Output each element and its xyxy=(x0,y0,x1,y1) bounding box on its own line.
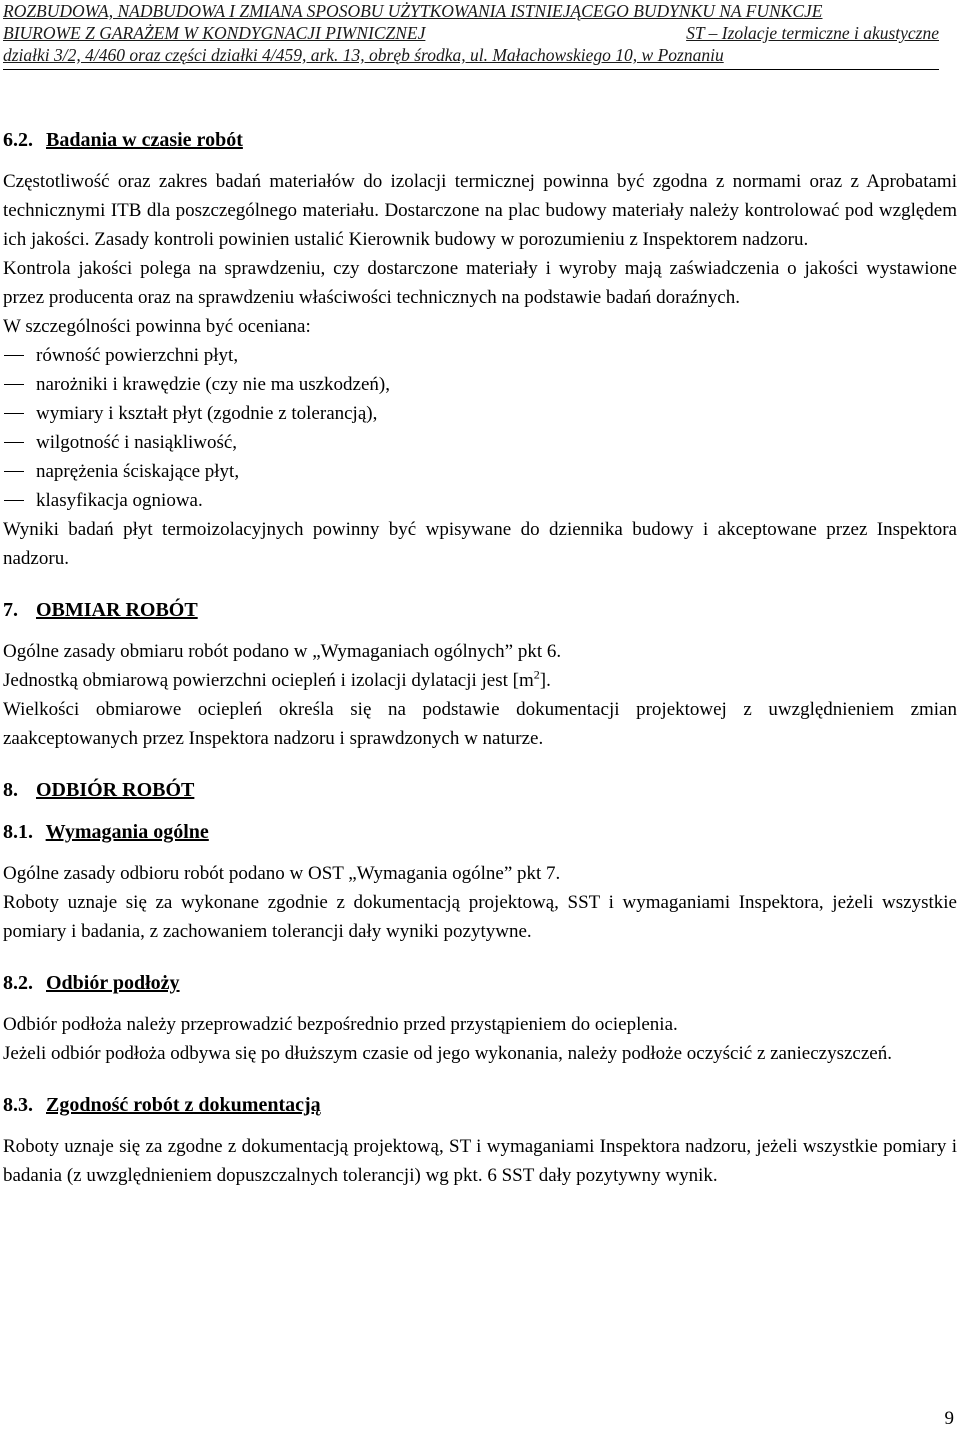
dash-bullet xyxy=(3,370,36,399)
running-header xyxy=(3,0,939,66)
section-number: 8.2. xyxy=(3,972,33,994)
paragraph: Częstotliwość oraz zakres badań materiałów do izolacji termicznej powinna być zgodna z normami oraz z Aprobatami technicznymi ITB dla poszczególnego materiału. Dostarczone na plac budowy materiały należy kontrolować pod względem ich jakości. Zasady kontroli powinien ustalić Kierownik budowy w porozumieniu z Inspektorem nadzoru. xyxy=(3,171,957,250)
paragraph: Kontrola jakości polega na sprawdzeniu, czy dostarczone materiały i wyroby mają zaświadczenia o jakości wystawione przez producenta oraz na sprawdzeniu właściwości technicznych na podstawie badań doraźnych. xyxy=(3,258,957,308)
dash-bullet xyxy=(3,399,36,428)
section-heading-8-2 xyxy=(3,968,957,998)
section-title: Odbiór podłoży xyxy=(46,972,180,994)
list-item: równość powierzchni płyt, xyxy=(3,341,957,370)
page-number: 9 xyxy=(944,1408,954,1429)
section-title: OBMIAR ROBÓT xyxy=(36,599,198,621)
section-number: 8.1. xyxy=(3,821,33,843)
dash-list xyxy=(3,341,957,515)
section-title: Zgodność robót z dokumentacją xyxy=(46,1094,321,1116)
paragraph: Wielkości obmiarowe ociepleń określa się na podstawie dokumentacji projektowej z uwzględnieniem zmian zaakceptowanych przez Inspektora nadzoru i sprawdzonych w naturze. xyxy=(3,699,957,749)
header-line-3: działki 3/2, 4/460 oraz części działki 4/459, ark. 13, obręb środka, ul. Małachowskiego 10, w Poznaniu xyxy=(3,45,724,65)
dash-bullet xyxy=(3,428,36,457)
header-spec-title: ST – Izolacje termiczne i akustyczne xyxy=(686,23,939,43)
section-number: 7. xyxy=(3,599,18,621)
header-line-1: ROZBUDOWA, NADBUDOWA I ZMIANA SPOSOBU UŻYTKOWANIA ISTNIEJĄCEGO BUDYNKU NA FUNKCJE xyxy=(3,1,823,21)
superscript: 2 xyxy=(533,667,540,682)
section-heading-6-2 xyxy=(3,125,957,155)
section-number: 6.2. xyxy=(3,129,33,151)
paragraph: Roboty uznaje się za zgodne z dokumentacją projektową, ST i wymaganiami Inspektora nadzoru, jeżeli wszystkie pomiary i badania (z uwzględnieniem dopuszczalnych tolerancji) wg pkt. 6 SST dały pozytywny wynik. xyxy=(3,1136,957,1186)
section-heading-8 xyxy=(3,775,957,805)
section-heading-8-3 xyxy=(3,1090,957,1120)
section-title: Wymagania ogólne xyxy=(45,821,209,843)
list-item: wymiary i kształt płyt (zgodnie z tolerancją), xyxy=(3,399,957,428)
paragraph: Ogólne zasady obmiaru robót podano w „Wymaganiach ogólnych” pkt 6. xyxy=(3,641,562,662)
section-number: 8. xyxy=(3,779,18,801)
section-number: 8.3. xyxy=(3,1094,33,1116)
paragraph: Wyniki badań płyt termoizolacyjnych powinny być wpisywane do dziennika budowy i akceptowane przez Inspektora nadzoru. xyxy=(3,519,957,569)
list-item: narożniki i krawędzie (czy nie ma uszkodzeń), xyxy=(3,370,957,399)
section-title: ODBIÓR ROBÓT xyxy=(36,779,195,801)
header-project-scope: BIUROWE Z GARAŻEM W KONDYGNACJI PIWNICZNEJ xyxy=(3,23,426,43)
header-divider xyxy=(3,69,939,70)
paragraph: Roboty uznaje się za wykonane zgodnie z dokumentacją projektową, SST i wymaganiami Inspektora, jeżeli wszystkie pomiary i badania, z zachowaniem tolerancji dały wyniki pozytywne. xyxy=(3,892,957,942)
section-heading-7 xyxy=(3,595,957,625)
paragraph: Jeżeli odbiór podłoża odbywa się po dłuższym czasie od jego wykonania, należy podłoże oczyścić z zanieczyszczeń. xyxy=(3,1043,892,1064)
list-item: wilgotność i nasiąkliwość, xyxy=(3,428,957,457)
dash-bullet xyxy=(3,341,36,370)
dash-bullet xyxy=(3,486,36,515)
paragraph: W szczególności powinna być oceniana: xyxy=(3,316,311,337)
paragraph: Odbiór podłoża należy przeprowadzić bezpośrednio przed przystąpieniem do ocieplenia. xyxy=(3,1014,678,1035)
paragraph: Ogólne zasady odbioru robót podano w OST „Wymagania ogólne” pkt 7. xyxy=(3,863,561,884)
document-body xyxy=(3,125,957,1190)
dash-bullet xyxy=(3,457,36,486)
list-item: klasyfikacja ogniowa. xyxy=(3,486,957,515)
section-title: Badania w czasie robót xyxy=(46,129,243,151)
paragraph: Jednostką obmiarową powierzchni ociepleń i izolacji dylatacji jest $[m^2]$. xyxy=(3,667,551,691)
section-heading-8-1 xyxy=(3,817,957,847)
header-line-2 xyxy=(3,22,939,44)
list-item: naprężenia ściskające płyt, xyxy=(3,457,957,486)
